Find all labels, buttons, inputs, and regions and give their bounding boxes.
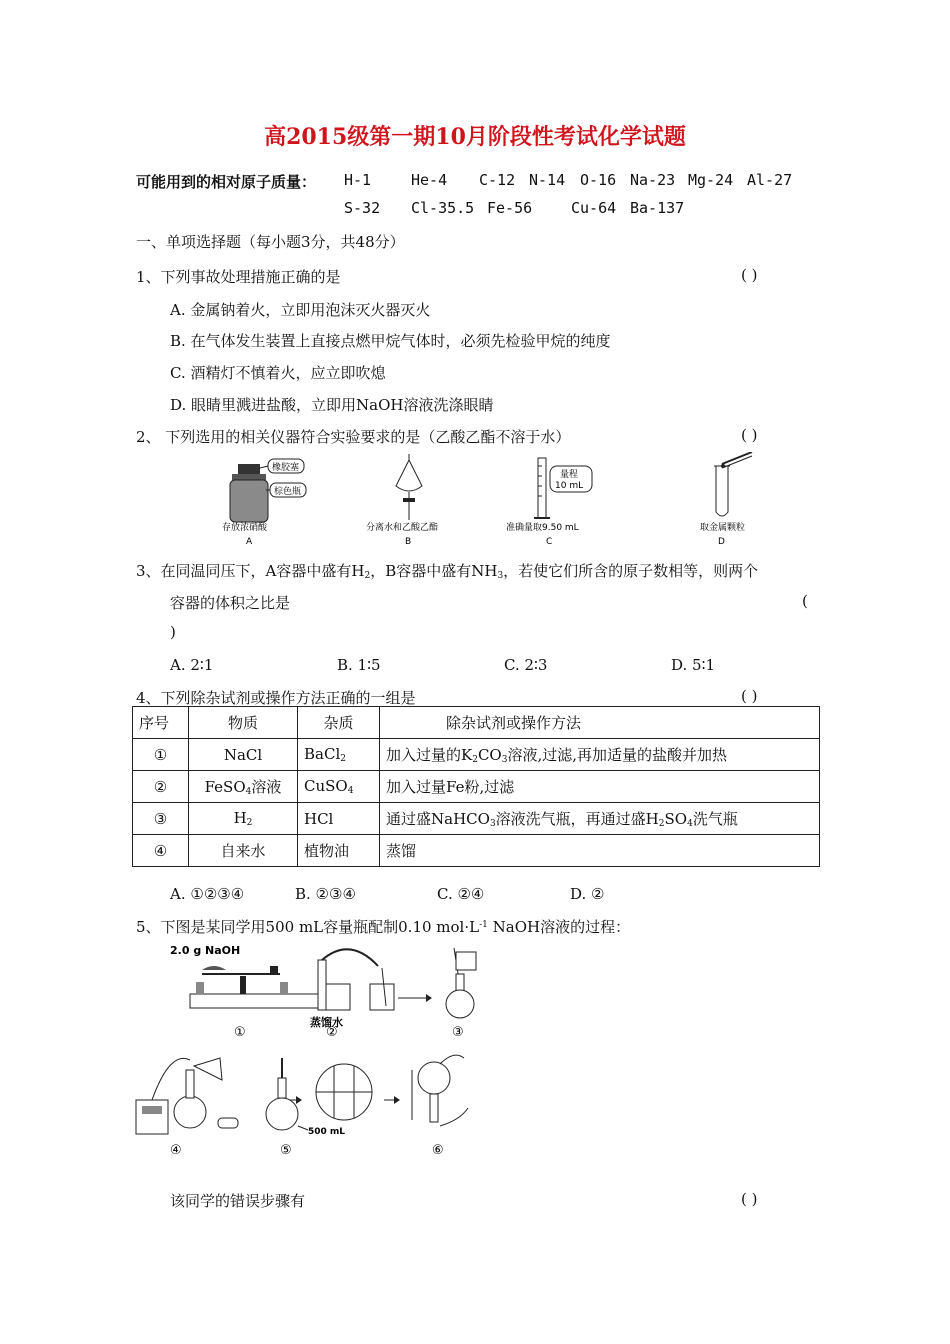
- q3-answer-blank-open[interactable]: (: [802, 592, 808, 610]
- fig-a-letter: A: [246, 537, 253, 547]
- test-tube-icon: [700, 452, 752, 547]
- fig-a-caption: 存放浓硝酸: [222, 523, 268, 533]
- volumetric-flask-icon: [446, 948, 476, 1040]
- beaker-pouring-icon: [310, 949, 378, 1040]
- mass-s: S-32: [344, 199, 381, 217]
- q1-option-b: B. 在气体发生装置上直接点燃甲烷气体时，必须先检验甲烷的纯度: [170, 332, 611, 350]
- q4-option-d: D. ②: [570, 885, 605, 903]
- step-3-label: ③: [452, 1025, 464, 1040]
- table-row: ① NaCl BaCl$_2$ 加入过量的$K_2CO_3$溶液,过滤,再加适量的盐酸并加热: [133, 739, 820, 771]
- fig-water-label: 蒸馏水: [310, 1016, 343, 1029]
- mass-cl: Cl-35.5: [411, 199, 475, 217]
- mass-n: N-14: [529, 171, 566, 189]
- purification-table: [132, 706, 820, 867]
- q2-stem: 2、 下列选用的相关仪器符合实验要求的是（乙酸乙酯不溶于水）: [136, 428, 571, 446]
- fig-naoh-label: 2.0 g NaOH: [170, 944, 241, 957]
- fig-a-label2: 棕色瓶: [274, 487, 302, 497]
- q5-procedure-figure: [130, 940, 500, 1170]
- mass-cu: Cu-64: [571, 199, 617, 217]
- mass-o: O-16: [580, 171, 617, 189]
- q2-apparatus-figure: [200, 452, 800, 552]
- q5-stem: 5、下图是某同学用500 mL容量瓶配制0.10 $mol\cdot L^{-1}$ NaOH溶液的过程：: [136, 918, 631, 936]
- mass-al: Al-27: [747, 171, 793, 189]
- q1-option-a: A. 金属钠着火，立即用泡沫灭火器灭火: [170, 301, 431, 319]
- q3-stem: 3、在同温同压下，A容器中盛有$H_2$，B容器中盛有$NH_3$，若使它们所含的原子数相等，则两个: [136, 562, 759, 581]
- fig-d-letter: D: [718, 537, 725, 547]
- q1-option-d: D. 眼睛里溅进盐酸，立即用NaOH溶液洗涤眼睛: [170, 396, 494, 414]
- step-6-label: ⑥: [432, 1143, 444, 1158]
- fig-c-letter: C: [546, 537, 553, 547]
- mass-ba: Ba-137: [630, 199, 685, 217]
- table-header-row: [133, 707, 820, 739]
- fig-a-label1: 橡胶塞: [272, 463, 300, 473]
- q3-option-c: C. 2∶3: [504, 656, 548, 674]
- fig-b-caption: 分离水和乙酸乙酯: [366, 523, 439, 533]
- q4-option-c: C. ②④: [437, 885, 485, 903]
- section-heading: 一、单项选择题（每小题3分，共48分）: [136, 233, 405, 251]
- q3-option-b: B. 1∶5: [337, 656, 381, 674]
- balance-icon: [170, 944, 320, 1040]
- step-4-label: ④: [170, 1143, 182, 1158]
- step-1-label: ①: [234, 1025, 246, 1040]
- mass-h: H-1: [344, 171, 372, 189]
- fig-c-label1: 量程: [560, 470, 579, 480]
- fig-flask-label: 500 mL: [308, 1127, 346, 1137]
- page-title: 高2015级第一期10月阶段性考试化学试题: [264, 124, 686, 150]
- q5-tail: 该同学的错误步骤有: [170, 1192, 306, 1210]
- invert-flask-icon: [384, 1055, 468, 1158]
- mass-fe: Fe-56: [487, 199, 533, 217]
- mass-he: He-4: [411, 171, 448, 189]
- q3-option-a: A. 2∶1: [170, 656, 214, 674]
- separatory-funnel-icon: [366, 454, 438, 547]
- step-2-label: ②: [326, 1025, 338, 1040]
- header-substance: 物质: [189, 707, 298, 739]
- q1-answer-blank[interactable]: ( ): [741, 266, 758, 284]
- graduated-cylinder-icon: [506, 458, 592, 547]
- table-row: ③ $H_2$ HCl 通过盛NaHCO$_3$溶液洗气瓶，再通过盛$H_2SO_4$洗气瓶: [133, 803, 820, 835]
- fig-d-caption: 取金属颗粒: [700, 523, 746, 533]
- table-row: ④ 自来水 植物油 蒸馏: [133, 835, 820, 867]
- header-method: 除杂试剂或操作方法: [380, 707, 820, 739]
- q2-answer-blank[interactable]: ( ): [741, 426, 758, 444]
- q4-option-a: A. ①②③④: [170, 885, 245, 903]
- q1-stem: 1、下列事故处理措施正确的是: [136, 268, 341, 286]
- q4-answer-blank[interactable]: ( ): [741, 687, 758, 705]
- stirring-beaker-icon: [370, 968, 432, 1010]
- wash-bottle-icon: [136, 1058, 238, 1158]
- q3-answer-blank-close: ): [170, 623, 176, 641]
- atomic-mass-label: 可能用到的相对原子质量：: [136, 173, 317, 191]
- fig-c-caption: 准确量取9.50 mL: [506, 523, 579, 533]
- q3-stem-line2: 容器的体积之比是: [170, 594, 291, 612]
- mass-mg: Mg-24: [688, 171, 734, 189]
- header-no: 序号: [133, 707, 189, 739]
- brown-bottle-icon: [222, 459, 306, 547]
- fig-c-label2: 10 mL: [555, 481, 584, 491]
- q4-option-b: B. ②③④: [295, 885, 356, 903]
- table-row: ② FeSO$_4$溶液 CuSO$_4$ 加入过量Fe粉,过滤: [133, 771, 820, 803]
- fig-b-letter: B: [405, 537, 412, 547]
- mass-c: C-12: [479, 171, 516, 189]
- q5-answer-blank[interactable]: ( ): [741, 1190, 758, 1208]
- step-5-label: ⑤: [280, 1143, 292, 1158]
- header-impurity: 杂质: [298, 707, 380, 739]
- mass-na: Na-23: [630, 171, 676, 189]
- q3-option-d: D. 5∶1: [671, 656, 716, 674]
- q1-option-c: C. 酒精灯不慎着火，应立即吹熄: [170, 364, 386, 382]
- q4-stem: 4、下列除杂试剂或操作方法正确的一组是: [136, 689, 416, 707]
- flask-dropper-icon: [266, 1058, 372, 1158]
